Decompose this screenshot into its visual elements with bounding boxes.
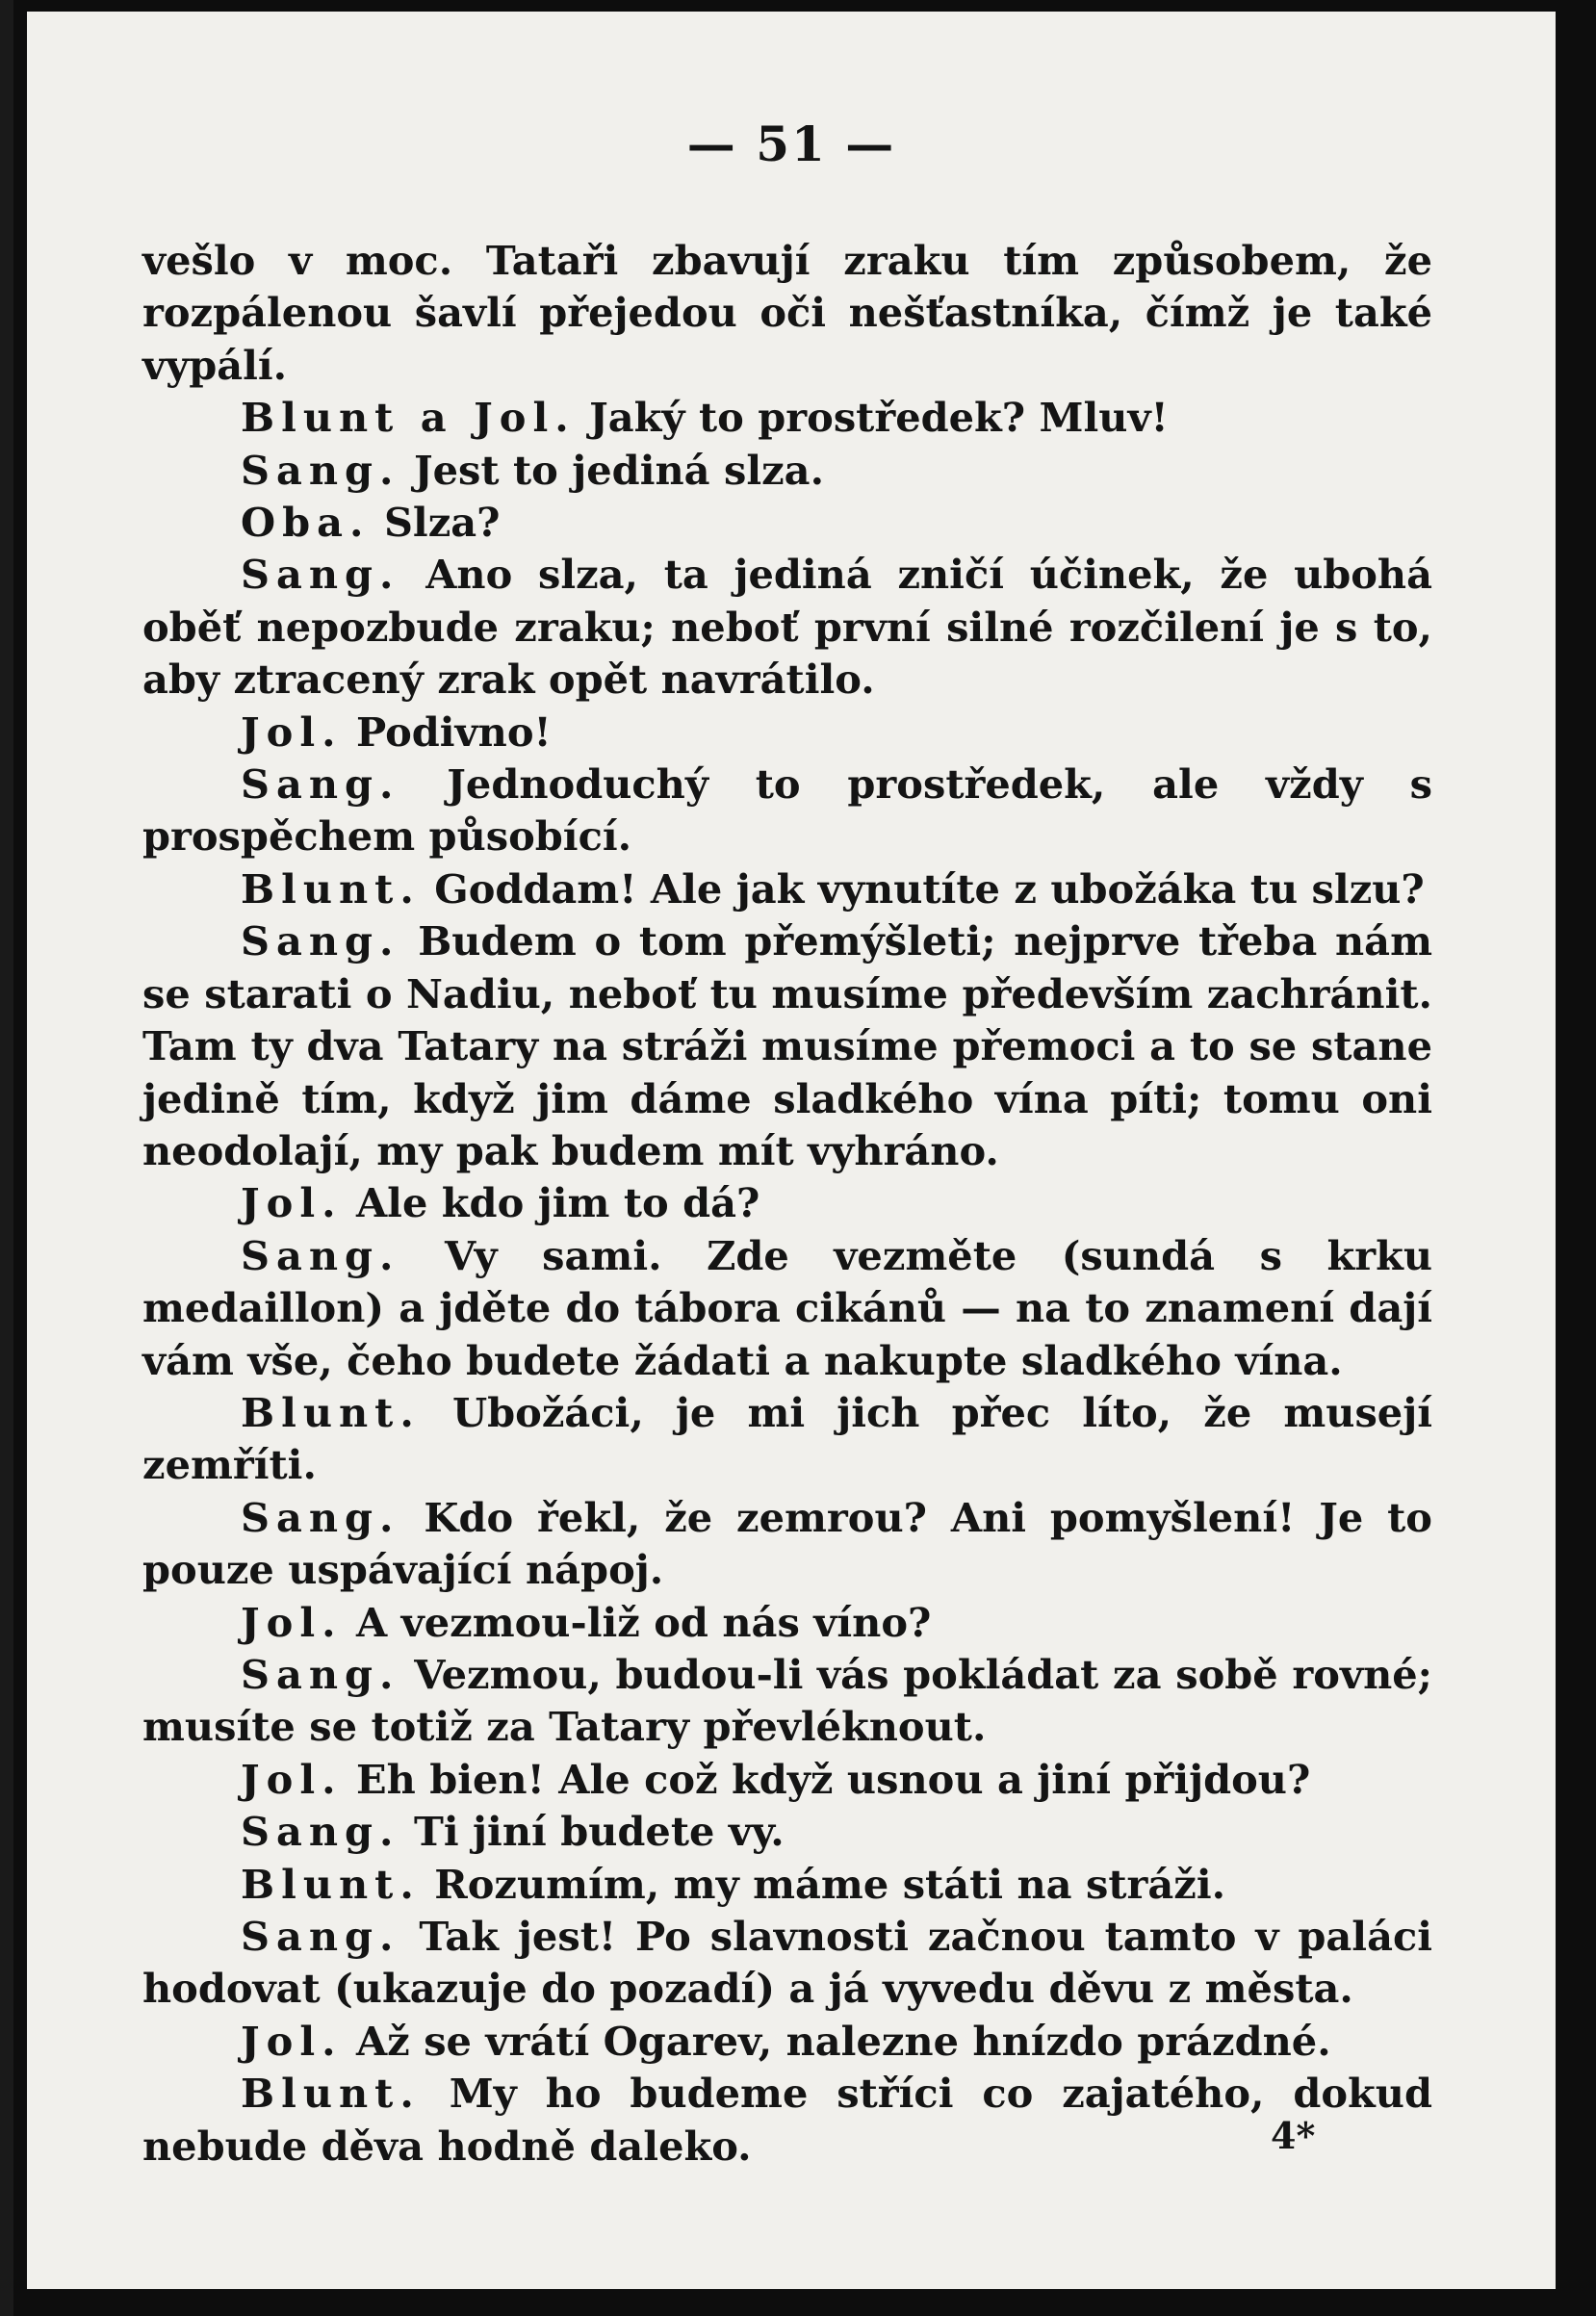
dialogue-text: Budem o tom přemýšleti; nejprve třeba nám se starati o Nadiu, neboť tu musíme především zachránit. Tam ty dva Tatary na stráži musíme přemoci a to se stane jedině tím, když jim dáme sladkého vína píti; tomu oni neodolají, my pak budem mít vyhráno. — [142, 917, 1432, 1174]
dialogue-line — [142, 1597, 1432, 1649]
speaker-name: Sang. — [241, 1808, 400, 1856]
printer-signature-mark: 4* — [1271, 2114, 1316, 2157]
speaker-name: Sang. — [241, 1650, 400, 1698]
dialogue-line — [142, 1230, 1432, 1387]
dialogue-text: Eh bien! Ale což když usnou a jiní přijdou? — [342, 1755, 1311, 1803]
dialogue-line — [142, 549, 1432, 706]
speaker-name: Blunt. — [241, 864, 421, 913]
dialogue-text: Ubožáci, je mi jich přec líto, že musejí zemříti. — [142, 1388, 1432, 1489]
dialogue-line — [142, 1492, 1432, 1597]
speaker-name: Blunt. — [241, 1388, 421, 1436]
page-text — [142, 235, 1432, 2173]
speaker-name: Sang. — [241, 1493, 400, 1541]
book-page — [27, 12, 1556, 2289]
dialogue-text: Rozumím, my máme státi na stráži. — [420, 1860, 1226, 1908]
dialogue-text: Slza? — [370, 499, 501, 547]
speaker-name: Sang. — [241, 446, 400, 494]
speaker-name: Sang. — [241, 1231, 400, 1279]
dialogue-line — [142, 707, 1432, 759]
speaker-name: Jol. — [241, 2017, 343, 2065]
dialogue-line — [142, 759, 1432, 863]
dialogue-text: Tak jest! Po slavnosti začnou tamto v paláci hodovat (ukazuje do pozadí) a já vyvedu děvu z města. — [142, 1913, 1432, 2013]
dialogue-text: A vezmou-liž od nás víno? — [342, 1598, 932, 1646]
dialogue-text: Goddam! Ale jak vynutíte z ubožáka tu slzu? — [420, 864, 1425, 913]
dialogue-line — [142, 915, 1432, 1177]
paragraph-text: vešlo v moc. Tataři zbavují zraku tím způsobem, že rozpálenou šavlí přejedou oči nešťastníka, čímž je také vypálí. — [142, 237, 1432, 389]
dialogue-line — [142, 1754, 1432, 1806]
speaker-name: Sang. — [241, 760, 400, 809]
speaker-name: Sang. — [241, 551, 400, 599]
dialogue-line — [142, 1859, 1432, 1911]
dialogue-text: Jaký to prostředek? Mluv! — [575, 394, 1169, 442]
dialogue-line — [142, 1387, 1432, 1492]
dialogue-text: Ano slza, ta jediná zničí účinek, že ubohá oběť nepozbude zraku; neboť první silné rozčilení je s to, aby ztracený zrak opět navrátilo. — [142, 551, 1432, 704]
speaker-name: Jol. — [241, 1755, 343, 1803]
speaker-name: Jol. — [241, 1179, 343, 1227]
dialogue-line — [142, 1911, 1432, 2016]
dialogue-text: Vezmou, budou-li vás pokládat za sobě rovné; musíte se totiž za Tatary převléknout. — [142, 1650, 1432, 1751]
speaker-name: Blunt a Jol. — [241, 394, 576, 442]
dialogue-text: Jest to jediná slza. — [399, 446, 825, 494]
dialogue-text: Ale kdo jim to dá? — [342, 1179, 760, 1227]
dialogue-line — [142, 863, 1432, 915]
speaker-name: Jol. — [241, 708, 343, 756]
dialogue-text: Vy sami. Zde vezměte (sundá s krku medaillon) a jděte do tábora cikánů — na to znamení dají vám vše, čeho budete žádati a nakupte sladkého vína. — [142, 1231, 1432, 1384]
speaker-name: Blunt. — [241, 2070, 421, 2118]
page-edge-shadow — [0, 0, 13, 2316]
dialogue-text: Kdo řekl, že zemrou? Ani pomyšlení! Je to pouze uspávající nápoj. — [142, 1493, 1432, 1594]
dialogue-line — [142, 1177, 1432, 1229]
page-number: — 51 — — [686, 116, 896, 172]
speaker-name: Sang. — [241, 1913, 400, 1960]
dialogue-text: Ti jiní budete vy. — [399, 1808, 785, 1856]
speaker-name: Oba. — [241, 499, 371, 547]
speaker-name: Blunt. — [241, 1860, 421, 1908]
dialogue-text: Až se vrátí Ogarev, nalezne hnízdo prázdné. — [342, 2017, 1331, 2065]
paragraph — [142, 235, 1432, 392]
dialogue-line — [142, 1649, 1432, 1754]
dialogue-line — [142, 2016, 1432, 2068]
dialogue-line — [142, 497, 1432, 549]
speaker-name: Jol. — [241, 1598, 343, 1646]
dialogue-line — [142, 2068, 1432, 2173]
dialogue-text: Podivno! — [342, 708, 552, 756]
dialogue-line — [142, 1806, 1432, 1858]
dialogue-line — [142, 392, 1432, 444]
dialogue-text: My ho budeme stříci co zajatého, dokud nebude děva hodně daleko. — [142, 2070, 1432, 2170]
dialogue-line — [142, 445, 1432, 497]
speaker-name: Sang. — [241, 917, 400, 965]
dialogue-text: Jednoduchý to prostředek, ale vždy s prospěchem působící. — [142, 760, 1432, 861]
